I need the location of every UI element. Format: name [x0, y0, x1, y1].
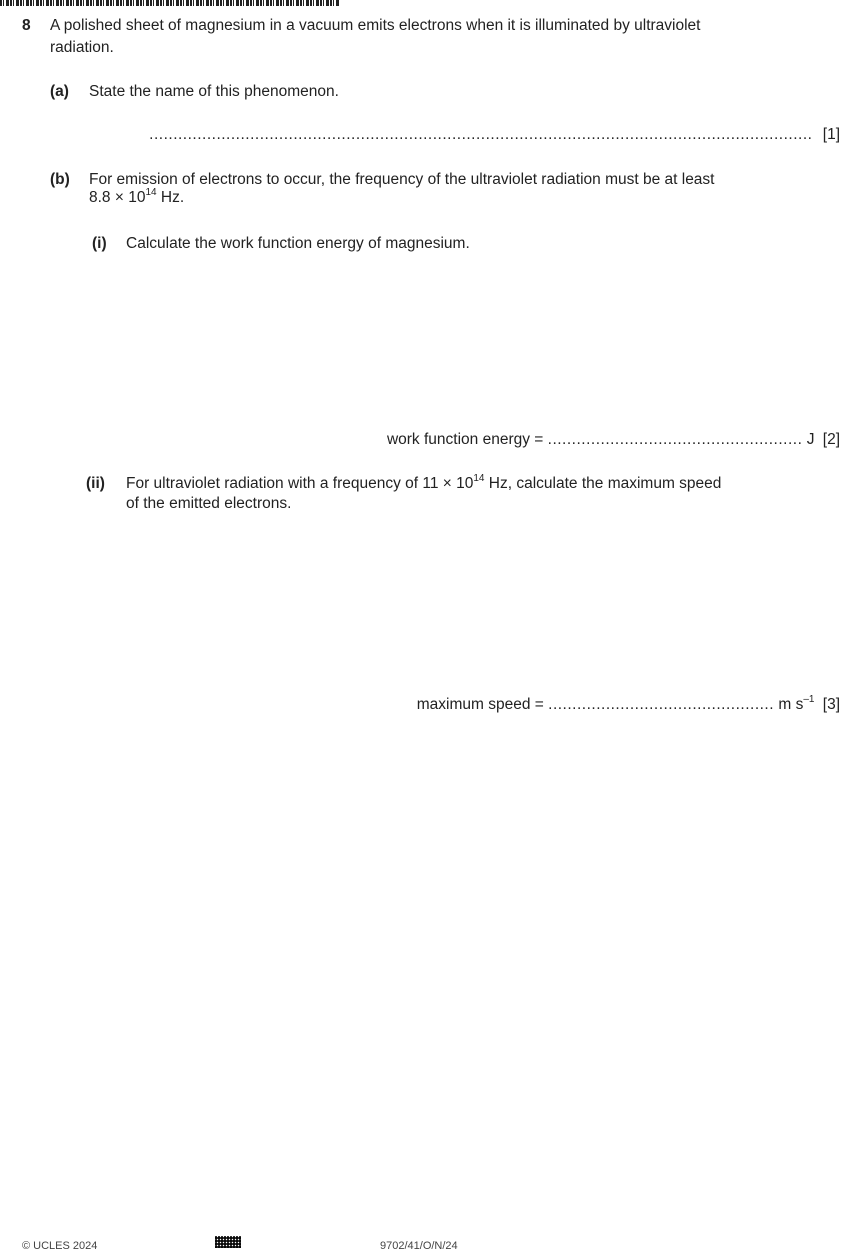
part-a-text: State the name of this phenomenon. [89, 83, 339, 100]
answer-label: maximum speed = [416, 696, 549, 713]
part-b-label: (b) [50, 171, 70, 188]
work-function-answer-line[interactable] [387, 430, 840, 450]
part-a-answer-line[interactable] [89, 125, 840, 145]
answer-dots: ..................................................... [547, 431, 803, 448]
question-stem-line1: A polished sheet of magnesium in a vacuum emits electrons when it is illuminated by ultraviolet [50, 17, 701, 34]
part-b-ii-text-line1 [126, 474, 721, 494]
qr-code-icon [215, 1236, 241, 1248]
value-unit: Hz. [156, 189, 185, 206]
value-exponent: 14 [145, 186, 157, 198]
answer-dots: .......................................................................................................................................... [149, 126, 813, 143]
part-b-i-label: (i) [92, 235, 107, 252]
text-exponent: 14 [473, 472, 485, 484]
footer-paper-code: 9702/41/O/N/24 [380, 1240, 458, 1252]
part-b-ii-text-line2: of the emitted electrons. [126, 495, 292, 512]
part-a-label: (a) [50, 83, 69, 100]
answer-unit: J [802, 431, 815, 448]
question-number: 8 [22, 17, 31, 34]
answer-unit: m s [774, 696, 804, 713]
answer-dots: ............................................... [548, 696, 775, 713]
text-post: Hz, calculate the maximum speed [484, 475, 722, 492]
answer-label: work function energy = [386, 431, 548, 448]
value-mantissa: 8.8 × 10 [89, 189, 146, 206]
unit-exponent: –1 [803, 693, 815, 705]
barcode-strip [0, 0, 340, 6]
marks-label: [1] [822, 126, 840, 143]
footer-copyright: © UCLES 2024 [22, 1240, 98, 1252]
marks-label: [2] [822, 431, 840, 448]
marks-label: [3] [822, 696, 840, 713]
part-b-i-text: Calculate the work function energy of magnesium. [126, 235, 470, 252]
question-stem-line2: radiation. [50, 39, 114, 56]
part-b-text-line1: For emission of electrons to occur, the frequency of the ultraviolet radiation must be at least [89, 171, 715, 188]
part-b-ii-label: (ii) [86, 475, 105, 492]
part-b-value [89, 188, 184, 208]
max-speed-answer-line[interactable] [417, 695, 840, 715]
text-pre: For ultraviolet radiation with a frequency of 11 × 10 [126, 475, 474, 492]
